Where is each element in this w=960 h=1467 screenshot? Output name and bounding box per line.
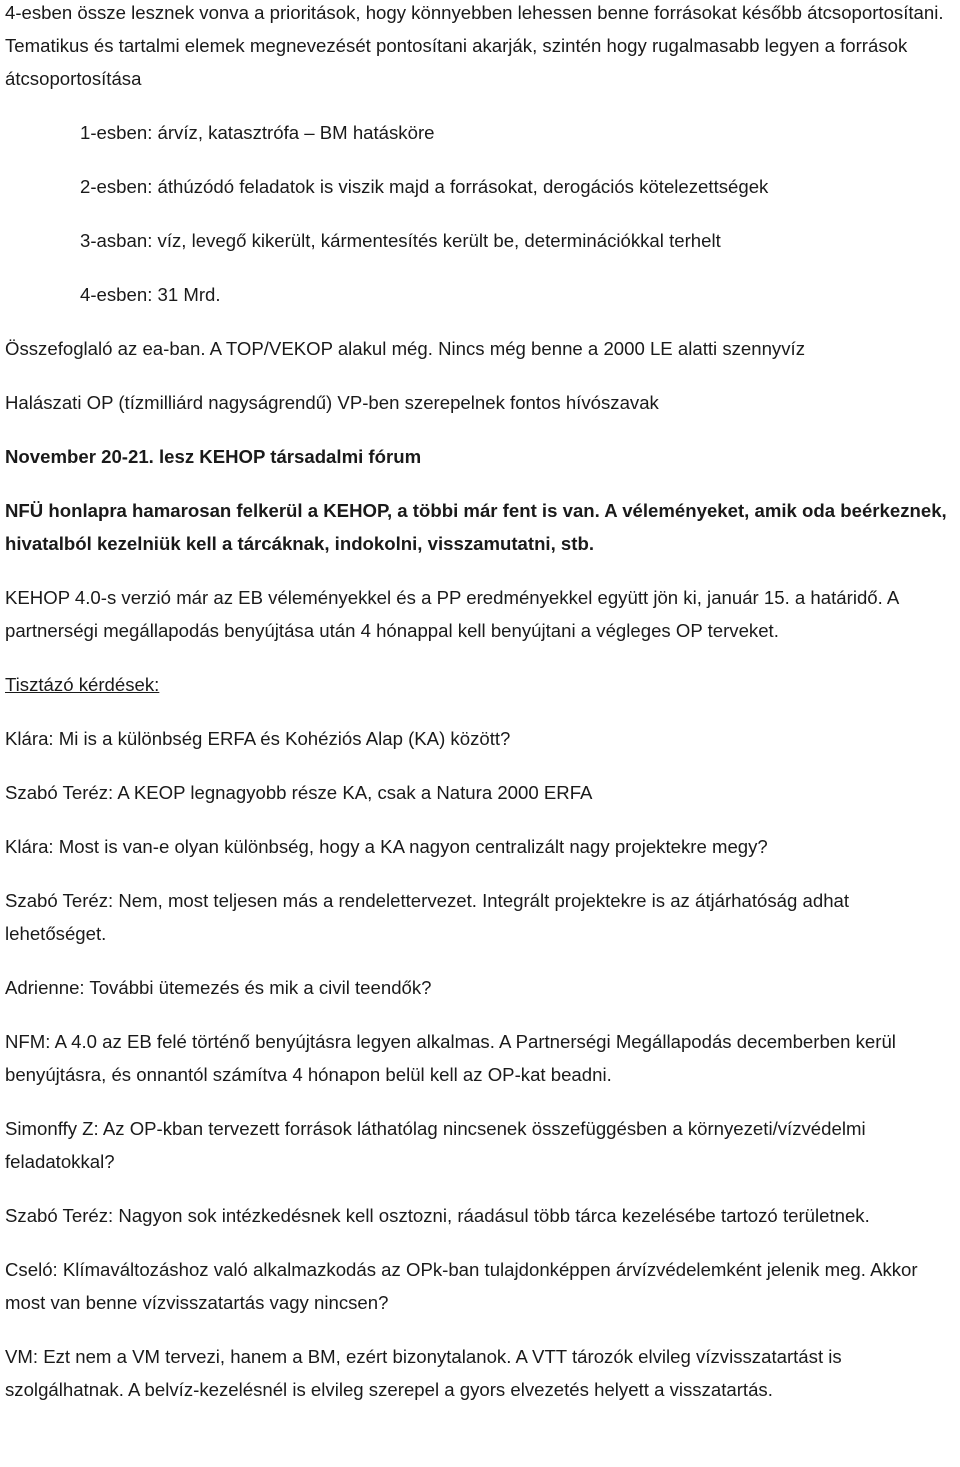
answer-szabo-1: Szabó Teréz: A KEOP legnagyobb része KA, csak a Natura 2000 ERFA [5,782,593,803]
question-klara-1: Klára: Mi is a különbség ERFA és Kohéziós Alap (KA) között? [5,728,511,749]
list-item-4: 4-esben: 31 Mrd. [80,284,221,305]
paragraph-osszefoglalo: Összefoglaló az ea-ban. A TOP/VEKOP alakul még. Nincs még benne a 2000 LE alatti szennyvíz [5,338,805,359]
paragraph-halaszati: Halászati OP (tízmilliárd nagyságrendű) VP-ben szerepelnek fontos hívószavak [5,392,659,413]
answer-szabo-2: Szabó Teréz: Nem, most teljesen más a rendelettervezet. Integrált projektekre is az átjárhatóság adhat lehetőséget. [5,890,850,944]
section-heading-tisztazo [5,668,955,701]
paragraph-prioritasok: 4-esben össze lesznek vonva a prioritások, hogy könnyebben lehessen benne forrásokat később átcsoportosítani. Tematikus és tartalmi elemek megnevezését pontosítani akarják, szintén hogy rugalmasabb legyen a források átcsoportosítása [5,2,944,89]
list-item-1: 1-esben: árvíz, katasztrófa – BM hatásköre [80,122,435,143]
question-simonffy: Simonffy Z: Az OP-kban tervezett források láthatólag nincsenek összefüggésben a környezeti/vízvédelmi feladatokkal? [5,1118,866,1172]
answer-nfm: NFM: A 4.0 az EB felé történő benyújtásra legyen alkalmas. A Partnerségi Megállapodás decemberben kerül benyújtásra, és onnantól számítva 4 hónapon belül kell az OP-kat beadni. [5,1031,896,1085]
list-item-3: 3-asban: víz, levegő kikerült, kármentesítés került be, determinációkkal terhelt [80,230,721,251]
question-cselo: Cseló: Klímaváltozáshoz való alkalmazkodás az OPk-ban tulajdonképpen árvízvédelemként jelenik meg. Akkor most van benne vízvisszatartás vagy nincsen? [5,1259,918,1313]
paragraph-november: November 20-21. lesz KEHOP társadalmi fórum [5,446,422,467]
answer-szabo-3: Szabó Teréz: Nagyon sok intézkedésnek kell osztozni, ráadásul több tárca kezelésébe tartozó területnek. [5,1205,870,1226]
answer-vm: VM: Ezt nem a VM tervezi, hanem a BM, ezért bizonytalanok. A VTT tározók elvileg vízvisszatartást is szolgálhatnak. A belvíz-kezelésnél is elvileg szerepel a gyors elvezetés helyett a visszatartás. [5,1346,842,1400]
question-klara-2: Klára: Most is van-e olyan különbség, hogy a KA nagyon centralizált nagy projektekre megy? [5,836,768,857]
paragraph-kehop: KEHOP 4.0-s verzió már az EB véleményekkel és a PP eredményekkel együtt jön ki, január 15. a határidő. A partnerségi megállapodás benyújtása után 4 hónappal kell benyújtani a végleges OP terveket. [5,587,899,641]
section-heading-text: Tisztázó kérdések: [5,674,160,695]
question-adrienne: Adrienne: További ütemezés és mik a civil teendők? [5,977,432,998]
list-item-2: 2-esben: áthúzódó feladatok is viszik majd a forrásokat, derogációs kötelezettségek [80,176,769,197]
paragraph-nfu: NFÜ honlapra hamarosan felkerül a KEHOP, a többi már fent is van. A véleményeket, amik oda beérkeznek, hivatalból kezelniük kell a tárcáknak, indokolni, visszamutatni, stb. [5,500,947,554]
